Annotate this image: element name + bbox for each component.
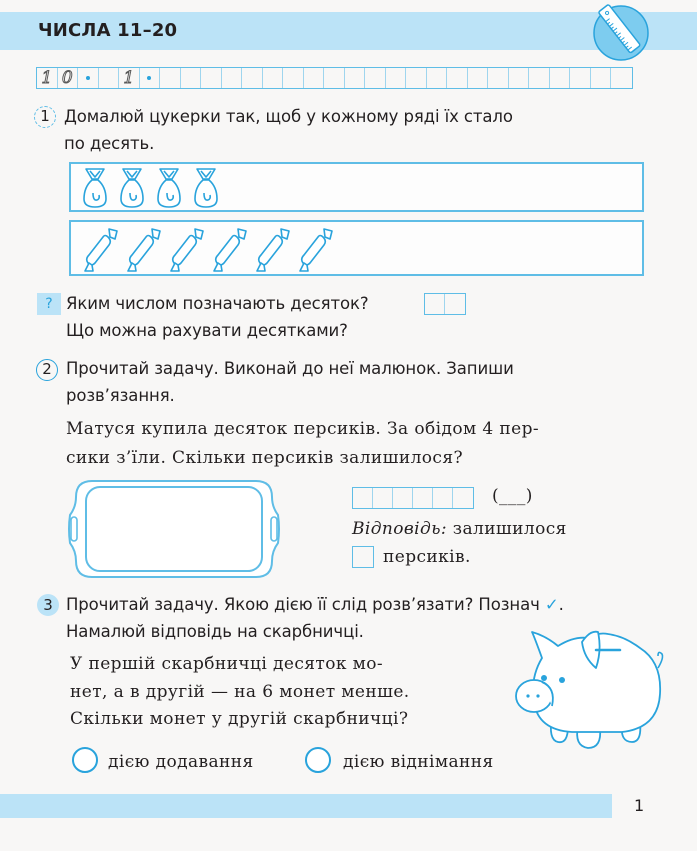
guide-dot bbox=[86, 76, 90, 80]
grid-cell[interactable] bbox=[591, 68, 612, 88]
task-2-instruction-line2: розв’язання. bbox=[66, 386, 175, 405]
stick-candy-icon bbox=[296, 225, 334, 279]
solution-cell[interactable] bbox=[393, 488, 413, 508]
stick-candy-icon bbox=[124, 225, 162, 279]
question-line1: Яким числом позначають десяток? bbox=[66, 294, 369, 313]
option-addition-label[interactable]: дією додавання bbox=[108, 752, 254, 772]
grid-cell[interactable] bbox=[570, 68, 591, 88]
wrapped-candy-icon bbox=[81, 167, 109, 213]
grid-cell[interactable] bbox=[447, 68, 468, 88]
check-mark-icon: ✓ bbox=[544, 595, 559, 614]
traced-digit: 1 bbox=[123, 68, 135, 88]
answer-label: Відповідь: bbox=[352, 519, 447, 539]
answer-cell[interactable] bbox=[425, 294, 445, 314]
grid-cell[interactable] bbox=[99, 68, 120, 88]
task-3-instruction-line2: Намалюй відповідь на скарбничці. bbox=[66, 622, 364, 641]
answer-row bbox=[352, 515, 567, 544]
solution-cell[interactable] bbox=[353, 488, 373, 508]
grid-cell[interactable] bbox=[119, 68, 140, 88]
grid-cell[interactable] bbox=[345, 68, 366, 88]
traced-digit: 0 bbox=[61, 68, 73, 88]
solution-cell[interactable] bbox=[413, 488, 433, 508]
grid-cell[interactable] bbox=[201, 68, 222, 88]
answer-text: залишилося bbox=[452, 519, 567, 539]
task-3-instruction-line1: Прочитай задачу. Якою дією її слід розв’язати? Познач ✓. bbox=[66, 595, 564, 614]
question-answer-cells[interactable] bbox=[424, 293, 466, 315]
solution-cells[interactable] bbox=[352, 487, 474, 509]
solution-cell[interactable] bbox=[453, 488, 473, 508]
option-addition-radio[interactable] bbox=[72, 747, 98, 773]
grid-cell[interactable] bbox=[140, 68, 161, 88]
task-3-problem-line3: Скільки монет у другій скарбничці? bbox=[70, 709, 409, 729]
answer-cell[interactable] bbox=[445, 294, 465, 314]
grid-cell[interactable] bbox=[181, 68, 202, 88]
option-subtraction-radio[interactable] bbox=[305, 747, 331, 773]
ruler-icon bbox=[590, 0, 652, 62]
grid-cell[interactable] bbox=[550, 68, 571, 88]
grid-cell[interactable] bbox=[324, 68, 345, 88]
question-badge: ? bbox=[37, 293, 61, 315]
grid-cell[interactable] bbox=[406, 68, 427, 88]
grid-cell[interactable] bbox=[78, 68, 99, 88]
grid-cell[interactable] bbox=[242, 68, 263, 88]
wrapped-candy-icon bbox=[155, 167, 183, 213]
grid-cell[interactable] bbox=[611, 68, 632, 88]
task-1-instruction-line1: Домалюй цукерки так, щоб у кожному ряді їх стало bbox=[64, 107, 513, 126]
task-2-problem-line1: Матуся купила десяток персиків. За обідом 4 пер- bbox=[66, 419, 540, 439]
answer-cell-box[interactable] bbox=[352, 546, 374, 568]
stick-candy-icon bbox=[253, 225, 291, 279]
grid-cell[interactable] bbox=[304, 68, 325, 88]
task-1-instruction-line2: по десять. bbox=[64, 134, 155, 153]
question-line2: Що можна рахувати десятками? bbox=[66, 321, 348, 340]
grid-cell[interactable] bbox=[160, 68, 181, 88]
grid-cell[interactable] bbox=[488, 68, 509, 88]
stick-candy-icon bbox=[81, 225, 119, 279]
stick-candy-icon bbox=[167, 225, 205, 279]
page-number: 1 bbox=[634, 796, 645, 815]
task-2-instruction-line1: Прочитай задачу. Виконай до неї малюнок. Запиши bbox=[66, 359, 514, 378]
solution-cell[interactable] bbox=[373, 488, 393, 508]
task-3-problem-line2: нет, а в другій — на 6 монет менше. bbox=[70, 682, 410, 702]
grid-cell[interactable] bbox=[58, 68, 79, 88]
stick-candy-icon bbox=[210, 225, 248, 279]
option-subtraction-label[interactable]: дією віднімання bbox=[343, 752, 494, 772]
traced-digit: 1 bbox=[41, 68, 53, 88]
task-2-number: 2 bbox=[36, 359, 58, 381]
candy-row-2[interactable] bbox=[69, 220, 644, 276]
writing-grid[interactable] bbox=[36, 67, 633, 89]
grid-cell[interactable] bbox=[222, 68, 243, 88]
grid-cell[interactable] bbox=[263, 68, 284, 88]
task-2-problem-line2: сики з’їли. Скільки персиків залишилося? bbox=[66, 448, 463, 468]
task-1-number: 1 bbox=[34, 106, 56, 128]
task-3-number: 3 bbox=[37, 594, 59, 616]
grid-cell[interactable] bbox=[529, 68, 550, 88]
task-3-problem-line1: У першій скарбничці десяток мо- bbox=[70, 654, 384, 674]
footer-band bbox=[0, 794, 612, 818]
unit-blank[interactable]: (___) bbox=[492, 486, 533, 506]
candy-row-1[interactable] bbox=[69, 162, 644, 212]
piggy-bank-icon[interactable] bbox=[512, 628, 677, 753]
answer-cell[interactable] bbox=[353, 547, 373, 567]
grid-cell[interactable] bbox=[468, 68, 489, 88]
grid-cell[interactable] bbox=[283, 68, 304, 88]
page-title: ЧИСЛА 11–20 bbox=[38, 20, 178, 41]
guide-dot bbox=[147, 76, 151, 80]
grid-cell[interactable] bbox=[427, 68, 448, 88]
grid-cell[interactable] bbox=[365, 68, 386, 88]
grid-cell[interactable] bbox=[37, 68, 58, 88]
answer-suffix: персиків. bbox=[383, 547, 471, 567]
grid-cell[interactable] bbox=[386, 68, 407, 88]
wrapped-candy-icon bbox=[118, 167, 146, 213]
grid-cell[interactable] bbox=[509, 68, 530, 88]
tray-icon[interactable] bbox=[66, 475, 282, 583]
wrapped-candy-icon bbox=[192, 167, 220, 213]
solution-cell[interactable] bbox=[433, 488, 453, 508]
